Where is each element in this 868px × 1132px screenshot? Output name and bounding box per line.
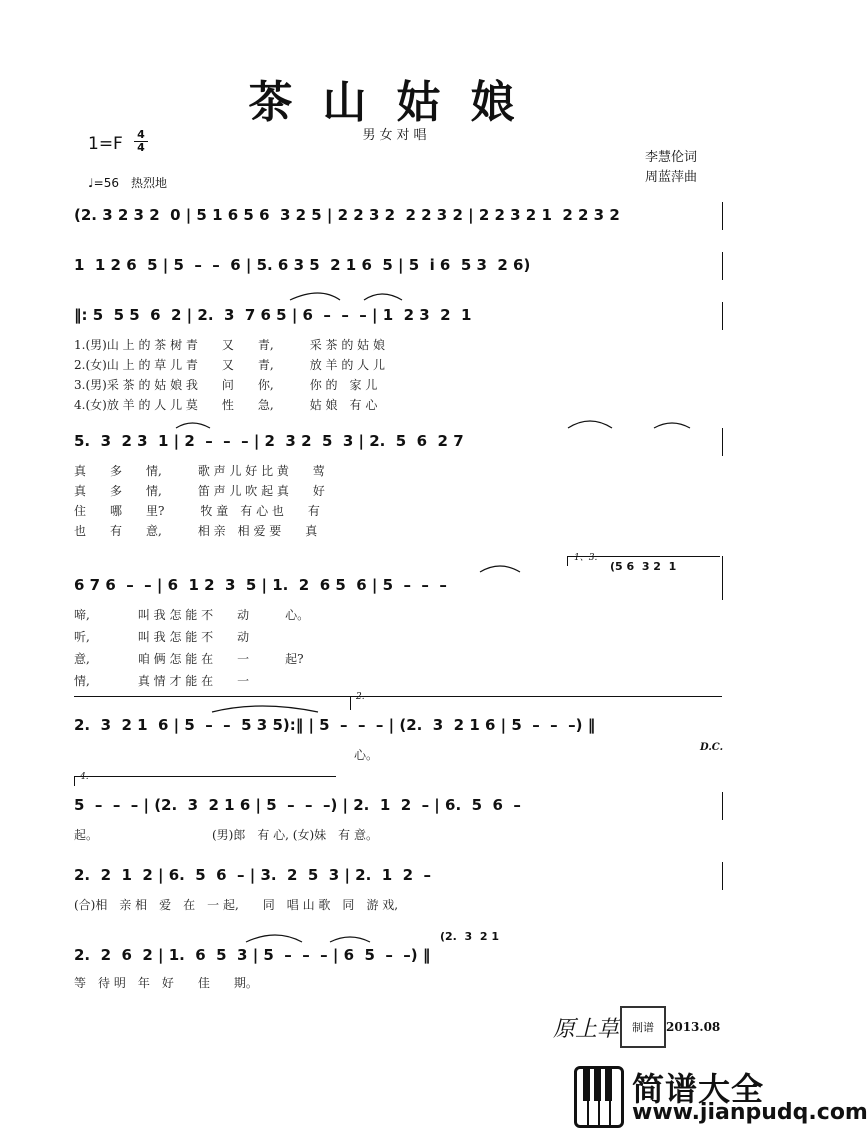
score-row-2: 1 1 2 6 5 | 5 – – 6 | 5. 6 3 5 2 1 6 5 | 5 i 6 5 3 2 6) — [74, 256, 531, 274]
barline — [722, 302, 723, 330]
song-subtitle: 男女对唱 — [362, 128, 431, 143]
piano-logo-icon — [574, 1066, 624, 1128]
lyricist: 李慧伦词 — [645, 150, 698, 165]
score-row-5: 6 7 6 – – | 6 1 2 3 5 | 1. 2 6 5 6 | 5 – – – — [74, 576, 447, 594]
score-row-9: 2. 2 6 2 | 1. 6 5 3 | 5 – – – | 6 5 – –) ‖ — [74, 946, 431, 964]
volta-label-4: 4. — [80, 772, 89, 782]
volta-hook-2 — [350, 696, 351, 710]
volta-bracket-2 — [350, 696, 722, 697]
dc-marking: D.C. — [700, 742, 724, 753]
signature: 原上草 — [553, 1017, 620, 1042]
volta-hook-13 — [567, 556, 568, 566]
lyric-line-v3a: 3.(男)采 茶 的 姑 娘 我 问 你, 你 的 家 儿 — [74, 378, 378, 392]
lyric-row-6: 心。 — [354, 748, 379, 762]
score-row-8: 2. 2 1 2 | 6. 5 6 – | 3. 2 5 3 | 2. 1 2 – — [74, 866, 432, 884]
black-key — [605, 1069, 612, 1101]
repeat-bracket — [74, 696, 350, 697]
volta-label-2: 2. — [356, 692, 365, 702]
lyric-line-v1c: 啼, 叫 我 怎 能 不 动 心。 — [74, 608, 310, 622]
lyric-line-v2a: 2.(女)山 上 的 草 儿 青 又 青, 放 羊 的 人 儿 — [74, 358, 385, 372]
cue-notes-end: (2. 3 2 1 — [440, 930, 499, 943]
lyric-line-v1b: 真 多 情, 歌 声 儿 好 比 黄 莺 — [74, 464, 325, 478]
barline — [722, 252, 723, 280]
watermark-title: 简谱大全 — [632, 1070, 765, 1108]
lyric-line-v3c: 意, 咱 俩 怎 能 在 一 起? — [74, 652, 304, 666]
score-row-1: (2. 3 2 3 2 0 | 5 1 6 5 6 3 2 5 | 2 2 3 2 2 2 3 2 | 2 2 3 2 1 2 2 3 2 — [74, 206, 620, 224]
barline — [722, 556, 723, 600]
volta-label-13: 1、3. — [574, 553, 598, 563]
score-row-3: ‖: 5 5 5 6 2 | 2. 3 7 6 5 | 6 – – – | 1 2 3 2 1 — [74, 306, 472, 324]
lyric-line-v2c: 听, 叫 我 怎 能 不 动 — [74, 630, 250, 644]
lyric-line-v4a: 4.(女)放 羊 的 人 儿 莫 性 急, 姑 娘 有 心 — [74, 398, 378, 412]
key-signature: 1=F — [88, 134, 123, 154]
lyric-line-v3b: 住 哪 里? 牧 童 有 心 也 有 — [74, 504, 320, 518]
lyric-line-v4c: 情, 真 情 才 能 在 一 — [74, 674, 250, 688]
barline — [722, 428, 723, 456]
lyric-row-7: 起。 (男)郎 有 心, (女)妹 有 意。 — [74, 828, 378, 842]
composer: 周蓝萍曲 — [645, 170, 698, 185]
lyric-line-v1a: 1.(男)山 上 的 茶 树 青 又 青, 采 茶 的 姑 娘 — [74, 338, 385, 352]
seal-stamp — [620, 1006, 666, 1048]
time-bottom: 4 — [134, 141, 148, 154]
time-signature — [134, 129, 148, 154]
score-row-4: 5. 3 2 3 1 | 2 – – – | 2 3 2 5 3 | 2. 5 6 2 7 — [74, 432, 464, 450]
barline — [722, 792, 723, 820]
barline — [722, 862, 723, 890]
lyric-line-v2b: 真 多 情, 笛 声 儿 吹 起 真 好 — [74, 484, 325, 498]
score-row-7: 5 – – – | (2. 3 2 1 6 | 5 – – –) | 2. 1 2 – | 6. 5 6 – — [74, 796, 521, 814]
score-row-6: 2. 3 2 1 6 | 5 – – 5 3 5):‖ | 5 – – – | (2. 3 2 1 6 | 5 – – –) ‖ — [74, 716, 596, 734]
volta-bracket-4 — [74, 776, 336, 777]
lyric-line-v4b: 也 有 意, 相 亲 相 爱 要 真 — [74, 524, 318, 538]
seal-text: 制谱 — [632, 1021, 654, 1034]
cue-notes-13: (5 6 3 2 1 — [610, 560, 677, 573]
time-top: 4 — [137, 128, 145, 141]
barline — [722, 202, 723, 230]
signature-date: 2013.08 — [666, 1020, 721, 1034]
watermark-url: www.jianpudq.com — [632, 1100, 868, 1125]
tempo-marking: ♩=56 热烈地 — [88, 176, 167, 190]
lyric-row-8: (合)相 亲 相 爱 在 一 起, 同 唱 山 歌 同 游 戏, — [74, 898, 399, 912]
black-key — [594, 1069, 601, 1101]
lyric-row-9: 等 待 明 年 好 佳 期。 — [74, 976, 258, 990]
black-key — [583, 1069, 590, 1101]
volta-hook-4 — [74, 776, 75, 786]
song-title: 茶山姑娘 — [248, 77, 545, 128]
